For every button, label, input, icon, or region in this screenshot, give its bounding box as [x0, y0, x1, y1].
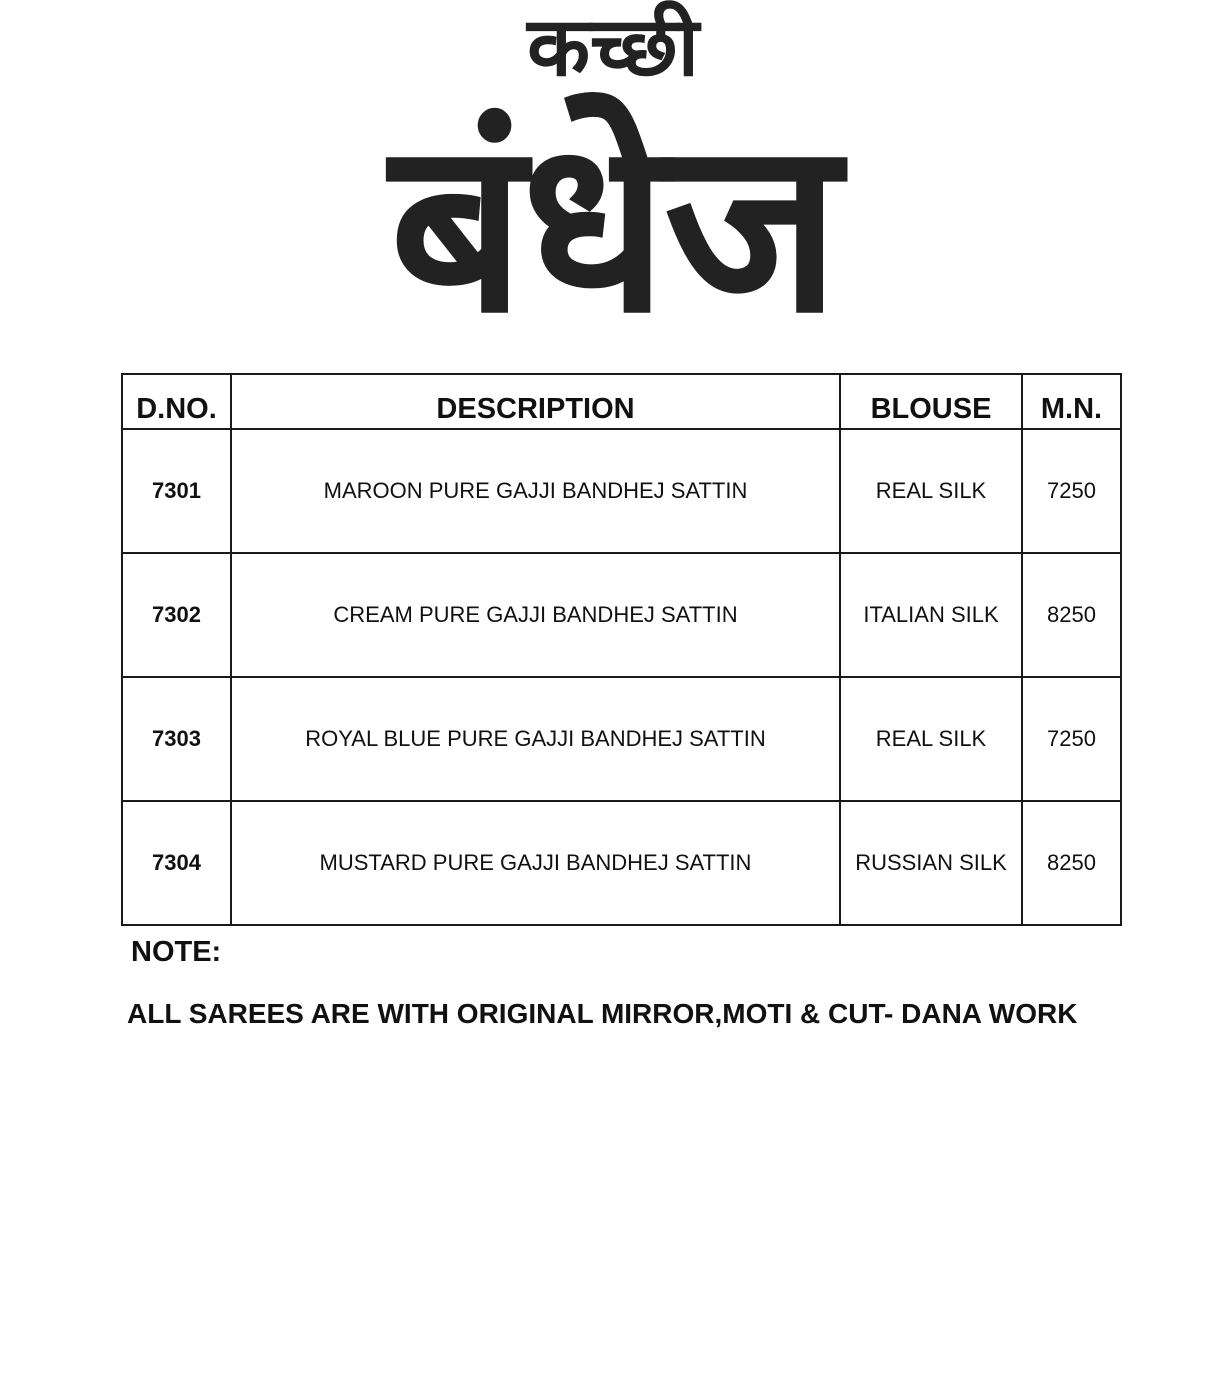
design-number: 7302 — [122, 553, 231, 677]
note-label: NOTE: — [131, 936, 222, 968]
design-table — [121, 373, 1122, 926]
mn-cell: 7250 — [1022, 429, 1121, 553]
table-row — [122, 677, 1121, 801]
title-bandhej: बंधेज — [389, 89, 837, 366]
blouse-cell: REAL SILK — [840, 429, 1022, 553]
blouse-cell: RUSSIAN SILK — [840, 801, 1022, 925]
description-cell: ROYAL BLUE PURE GAJJI BANDHEJ SATTIN — [231, 677, 840, 801]
mn-cell: 8250 — [1022, 553, 1121, 677]
description-cell: CREAM PURE GAJJI BANDHEJ SATTIN — [231, 553, 840, 677]
column-header-description: DESCRIPTION — [231, 374, 840, 429]
table-row — [122, 553, 1121, 677]
column-header-blouse: BLOUSE — [840, 374, 1022, 429]
mn-cell: 7250 — [1022, 677, 1121, 801]
description-cell: MUSTARD PURE GAJJI BANDHEJ SATTIN — [231, 801, 840, 925]
table-row — [122, 801, 1121, 925]
design-number: 7301 — [122, 429, 231, 553]
mn-cell: 8250 — [1022, 801, 1121, 925]
design-number: 7304 — [122, 801, 231, 925]
design-number: 7303 — [122, 677, 231, 801]
note-text: ALL SAREES ARE WITH ORIGINAL MIRROR,MOTI & CUT- DANA WORK — [127, 998, 1078, 1029]
title-kutchi: कच्छी — [527, 0, 699, 95]
column-header-mn: M.N. — [1022, 374, 1121, 429]
table-row — [122, 429, 1121, 553]
column-header-dno: D.NO. — [122, 374, 231, 429]
description-cell: MAROON PURE GAJJI BANDHEJ SATTIN — [231, 429, 840, 553]
blouse-cell: REAL SILK — [840, 677, 1022, 801]
blouse-cell: ITALIAN SILK — [840, 553, 1022, 677]
table-header-row — [122, 374, 1121, 429]
